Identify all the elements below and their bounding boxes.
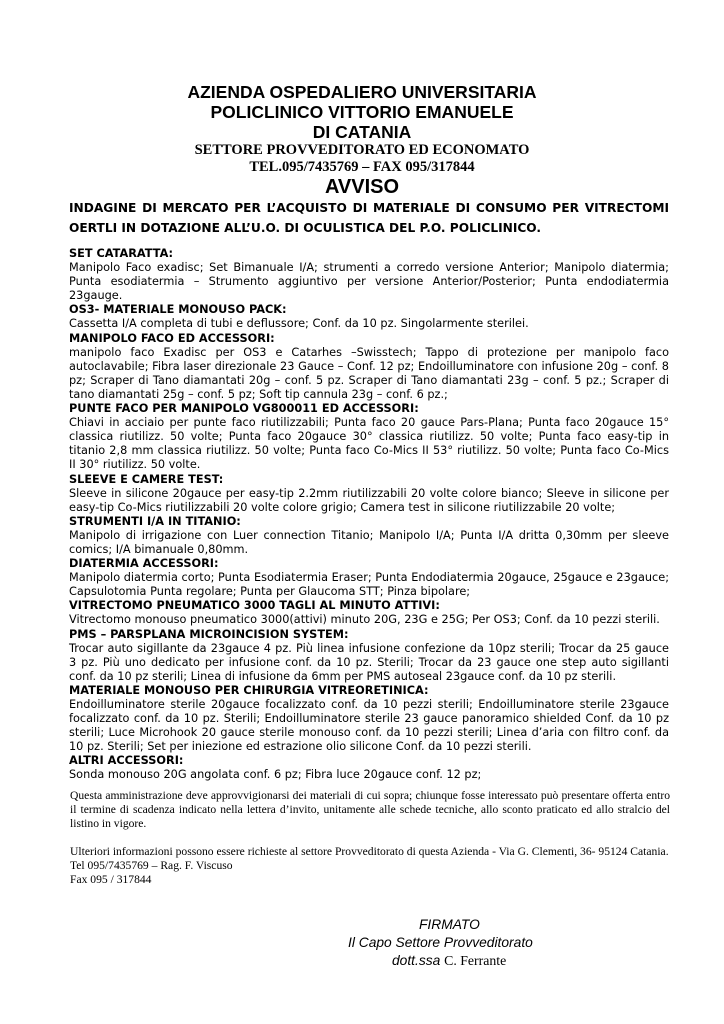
subject-line2: OERTLI IN DOTAZIONE ALL’U.O. DI OCULISTICA DEL P.O. POLICLINICO. [69, 221, 542, 235]
subject-line1: INDAGINE DI MERCATO PER L’ACQUISTO DI MATERIALE DI CONSUMO PER VITRECTOMI [69, 201, 669, 215]
section-text: Manipolo diatermia corto; Punta Esodiatermia Eraser; Punta Endodiatermia 20gauce, 25gauce e 23gauce; Capsulotomia Punta regolare; Punta per Glaucoma STT; Pinza bipolare; [69, 571, 669, 599]
section [69, 599, 669, 627]
org-name-line3: DI CATANIA [312, 122, 412, 142]
section-text: Trocar auto sigillante da 23gauce 4 pz. Più linea infusione confezione da 10pz sterili; Trocar da 25 gauce 3 pz. Più uno dedicato per infusione conf. da 10 pz. Sterili; Trocar da 23 gauce one step auto sigillanti conf. da 10 pz sterili; Linea di infusione da 6mm per PMS autoseal 23gauce conf. da 10 pz sterili. [69, 641, 669, 683]
section-text: Vitrectomo monouso pneumatico 3000(attivi) minuto 20G, 23G e 25G; Per OS3; Conf. da 10 pezzi sterili. [69, 613, 660, 627]
org-name-line2: POLICLINICO VITTORIO EMANUELE [210, 102, 514, 122]
letterhead [0, 82, 724, 198]
section-text: Manipolo Faco exadisc; Set Bimanuale I/A; strumenti a corredo versione Anterior; Manipolo diatermia; Punta esodiatermia – Strumento aggiuntivo per versione Anterior/Posterior; Punta endodiatermia 23gauge. [69, 261, 669, 303]
section-title: OS3- MATERIALE MONOUSO PACK: [69, 303, 287, 317]
section-text: Cassetta I/A completa di tubi e deflussore; Conf. da 10 pz. Singolarmente sterilei. [69, 317, 529, 331]
section [69, 247, 669, 303]
section-title: DIATERMIA ACCESSORI: [69, 557, 219, 571]
section-title: MANIPOLO FACO ED ACCESSORI: [69, 331, 275, 345]
section-text: manipolo faco Exadisc per OS3 e Catarhes –Swisstech; Tappo di protezione per manipolo faco autoclavabile; Fibra laser direzionale 23 Gauce – Conf. 12 pz; Endoilluminatore con infusione 20g – conf. 8 pz; Scraper di Tano diamantati 20g – conf. 5 pz. Scraper di Tano diamantati 23g – conf. 5 pz.; Scraper di tano diamantati 25g – conf. 5 pz; Soft tip cannula 23g – conf. 6 pz.; [69, 345, 669, 401]
signed-label: FIRMATO [419, 917, 480, 932]
signature-block [300, 916, 620, 970]
item-list [69, 247, 669, 783]
section-text: Sonda monouso 20G angolata conf. 6 pz; Fibra luce 20gauce conf. 12 pz; [69, 768, 482, 782]
section-title: SET CATARATTA: [69, 247, 174, 260]
section [69, 557, 669, 599]
section-text: Manipolo di irrigazione con Luer connection Titanio; Manipolo I/A; Punta I/A dritta 0,30mm per sleeve comics; I/A bimanuale 0,80mm. [69, 528, 669, 556]
contacts: TEL.095/7435769 – FAX 095/317844 [249, 159, 475, 175]
subject [69, 198, 669, 238]
section [69, 332, 669, 402]
org-name-line1: AZIENDA OSPEDALIERO UNIVERSITARIA [187, 82, 537, 102]
section-title: ALTRI ACCESSORI: [69, 754, 184, 768]
section [69, 515, 669, 557]
department: SETTORE PROVVEDITORATO ED ECONOMATO [194, 142, 530, 158]
contact-line: Ulteriori informazioni possono essere richieste al settore Provveditorato di questa Azienda - Via G. Clementi, 36- 95124 Catania. [70, 845, 669, 858]
section-title: VITRECTOMO PNEUMATICO 3000 TAGLI AL MINUTO ATTIVI: [69, 599, 440, 613]
phone-line: Tel 095/7435769 – Rag. F. Viscuso [70, 859, 233, 872]
section-text: Sleeve in silicone 20gauce per easy-tip 2.2mm riutilizzabili 20 volte colore bianco; Sleeve in silicone per easy-tip Co-Mics riutilizzabili 20 volte colore grigio; Camera test in silicone riutilizzabile 20 volte; [69, 486, 669, 514]
section [69, 473, 669, 515]
section [69, 402, 669, 472]
section-title: PUNTE FACO PER MANIPOLO VG800011 ED ACCESSORI: [69, 402, 419, 416]
section [69, 754, 669, 782]
section [69, 303, 669, 331]
signer-name [300, 952, 620, 970]
section [69, 684, 669, 754]
section-text: Endoilluminatore sterile 20gauce focalizzato conf. da 10 pezzi sterili; Endoilluminatore sterile 23gauce focalizzato conf. da 10 pz. Sterili; Endoilluminatore sterile 23 gauce panoramico shielded Conf. da 10 pz sterili; Luce Microhook 20 gauce sterile monouso conf. da 10 pezzi sterili; Linea d’aria con filtro conf. da 10 pz. Sterili; Set per iniezione ed estrazione olio silicone Conf. da 10 pezzi sterili. [69, 698, 669, 754]
signer-surname: C. Ferrante [444, 953, 507, 968]
section-title: MATERIALE MONOUSO PER CHIRURGIA VITREORETINICA: [69, 683, 429, 697]
section-title: PMS – PARSPLANA MICROINCISION SYSTEM: [69, 627, 349, 641]
section-title: STRUMENTI I/A IN TITANIO: [69, 514, 241, 528]
section-text: Chiavi in acciaio per punte faco riutilizzabili; Punta faco 20 gauce Pars-Plana; Punta faco 20gauce 15° classica riutilizz. 50 volte; Punta faco 20gauce 30° classica riutilizz. 50 volte; Punta faco easy-tip in titanio 2,8 mm classica riutilizz. 50 volte; Punta faco Co-Mics II 53° riutilizz. 50 volte; Punta faco Co-Mics II 30° riutilizz. 50 volte. [69, 416, 669, 472]
contact-info [70, 845, 670, 887]
section-title: SLEEVE E CAMERE TEST: [69, 472, 224, 486]
section [69, 628, 669, 684]
signer-title: dott.ssa [392, 953, 445, 968]
procurement-note: Questa amministrazione deve approvvigionarsi dei materiali di cui sopra; chiunque fosse interessato può presentare offerta entro il termine di scadenza indicato nella lettera d’invito, unitamente alle schede tecniche, allo sconto praticato ed allo stralcio del listino in vigore. [70, 789, 670, 830]
signer-role: Il Capo Settore Provveditorato [348, 935, 533, 950]
document-title: AVVISO [324, 176, 400, 198]
fax-line: Fax 095 / 317844 [70, 873, 152, 886]
